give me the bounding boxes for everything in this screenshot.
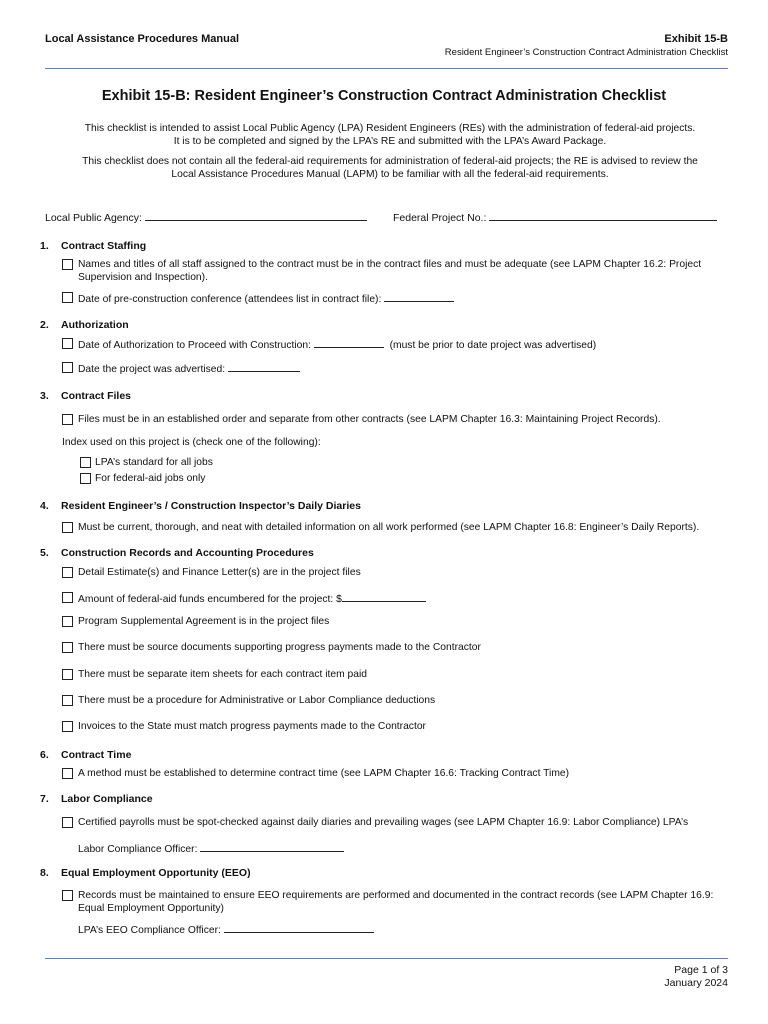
item-text: A method must be established to determine contract time (see LAPM Chapter 16.6: Tracking Contract Time) [78,768,570,779]
checklist-item [62,258,732,284]
section-title: Resident Engineer’s / Construction Inspector’s Daily Diaries [61,500,361,512]
item-text: Date of Authorization to Proceed with Construction: [78,340,311,351]
section-number: 6. [40,749,49,761]
checkbox[interactable] [62,362,73,373]
checklist-item [62,615,732,628]
project-number-label: Federal Project No.: [393,212,487,224]
section-heading [40,319,129,331]
eeo-officer-input[interactable] [224,922,374,933]
agency-input[interactable] [145,210,367,221]
checkbox[interactable] [62,695,73,706]
section-number: 1. [40,240,49,252]
index-option [80,456,213,469]
checklist-item [62,291,732,306]
item-text: Program Supplemental Agreement is in the project files [78,616,330,627]
item-text: There must be source documents supporting progress payments made to the Contractor [78,642,481,653]
item-text: Files must be in an established order and separate from other contracts (see LAPM Chapter 16.3: Maintaining Project Records). [78,414,661,425]
revision-date: January 2024 [664,977,728,989]
index-label: Index used on this project is (check one of the following): [62,437,321,448]
section-heading [40,240,146,252]
section-heading [40,749,131,761]
checklist-item [62,694,732,707]
page-title: Exhibit 15-B: Resident Engineer’s Construction Contract Administration Checklist [101,88,667,104]
project-number-input[interactable] [489,210,717,221]
section-number: 8. [40,867,49,879]
option-text: For federal-aid jobs only [95,473,206,484]
section-heading [40,547,314,559]
agency-label: Local Public Agency: [45,212,142,224]
checkbox[interactable] [62,259,73,270]
checkbox[interactable] [62,522,73,533]
section-number: 2. [40,319,49,331]
intro-line: This checklist does not contain all the federal-aid requirements for administration of federal-aid projects; the RE is advised to review the [82,156,698,167]
eeo-officer-label: LPA’s EEO Compliance Officer: [78,925,221,936]
header-divider [45,68,728,69]
option-text: LPA’s standard for all jobs [95,457,213,468]
manual-title: Local Assistance Procedures Manual [45,33,239,45]
section-number: 5. [40,547,49,559]
checkbox[interactable] [62,817,73,828]
section-title: Equal Employment Opportunity (EEO) [61,867,251,879]
eeo-officer-field [78,922,374,937]
page-number: Page 1 of 3 [674,964,728,976]
section-heading [40,867,251,879]
checklist-item [62,889,717,915]
footer-divider [45,958,728,959]
section-title: Contract Staffing [61,240,147,252]
amount-input[interactable] [342,591,426,602]
checkbox[interactable] [62,292,73,303]
checklist-item [62,641,732,654]
exhibit-number: Exhibit 15-B [664,33,728,45]
item-text: Invoices to the State must match progress payments made to the Contractor [78,721,426,732]
checkbox[interactable] [62,616,73,627]
checklist-item [62,361,732,376]
item-text: Detail Estimate(s) and Finance Letter(s) are in the project files [78,567,361,578]
checkbox[interactable] [62,414,73,425]
section-title: Contract Time [61,749,132,761]
checkbox[interactable] [62,890,73,901]
checklist-item [62,816,732,829]
checklist-item [62,668,732,681]
section-title: Labor Compliance [61,793,153,805]
index-option [80,472,205,485]
checkbox[interactable] [62,642,73,653]
labor-officer-label: Labor Compliance Officer: [78,844,198,855]
item-text: Records must be maintained to ensure EEO requirements are performed and documented in the contract records (see LAPM Chapter 16.9: Equal Employment Opportunity) [78,890,714,914]
checklist-item [62,337,732,352]
section-heading [40,793,153,805]
project-number-field [393,210,717,224]
section-number: 4. [40,500,49,512]
item-note: (must be prior to date project was advertised) [389,340,597,351]
checklist-item [62,767,732,780]
checkbox[interactable] [62,567,73,578]
intro-paragraph-1 [50,122,730,148]
intro-paragraph-2 [50,155,730,181]
section-title: Authorization [61,319,129,331]
item-text: There must be a procedure for Administrative or Labor Compliance deductions [78,695,436,706]
section-number: 7. [40,793,49,805]
checkbox[interactable] [80,457,91,468]
item-text: There must be separate item sheets for each contract item paid [78,669,368,680]
checkbox[interactable] [62,768,73,779]
intro-line: This checklist is intended to assist Local Public Agency (LPA) Resident Engineers (REs) with the administration of federal-aid projects. [84,123,696,134]
checklist-item [62,591,732,606]
intro-line: It is to be completed and signed by the LPA’s RE and submitted with the LPA’s Award Package. [173,136,607,147]
checkbox[interactable] [62,721,73,732]
checkbox[interactable] [80,473,91,484]
checkbox[interactable] [62,669,73,680]
labor-officer-field [78,841,344,856]
section-title: Contract Files [61,390,132,402]
date-input[interactable] [384,291,454,302]
agency-field [45,210,367,224]
section-heading [40,390,131,402]
item-text: Date the project was advertised: [78,364,226,375]
item-text: Names and titles of all staff assigned to the contract must be in the contract files and must be adequate (see LAPM Chapter 16.2: Project Supervision and Inspection). [78,259,702,283]
checkbox[interactable] [62,592,73,603]
item-text: Amount of federal-aid funds encumbered for the project: $ [78,594,342,605]
section-number: 3. [40,390,49,402]
exhibit-subtitle: Resident Engineer’s Construction Contract Administration Checklist [444,47,728,58]
checkbox[interactable] [62,338,73,349]
checklist-item [62,521,732,534]
section-title: Construction Records and Accounting Procedures [61,547,314,559]
checklist-item [62,720,732,733]
labor-officer-input[interactable] [200,841,344,852]
date-input[interactable] [228,361,300,372]
intro-line: Local Assistance Procedures Manual (LAPM) to be familiar with all the federal-aid requirements. [171,169,609,180]
checklist-item [62,413,732,426]
item-text: Date of pre-construction conference (attendees list in contract file): [78,294,382,305]
item-text: Certified payrolls must be spot-checked against daily diaries and prevailing wages (see LAPM Chapter 16.9: Labor Compliance) LPA’s [78,817,689,828]
checklist-item [62,566,732,579]
item-text: Must be current, thorough, and neat with detailed information on all work performed (see LAPM Chapter 16.8: Engineer’s Daily Reports). [78,522,700,533]
date-input[interactable] [314,337,384,348]
section-heading [40,500,361,512]
